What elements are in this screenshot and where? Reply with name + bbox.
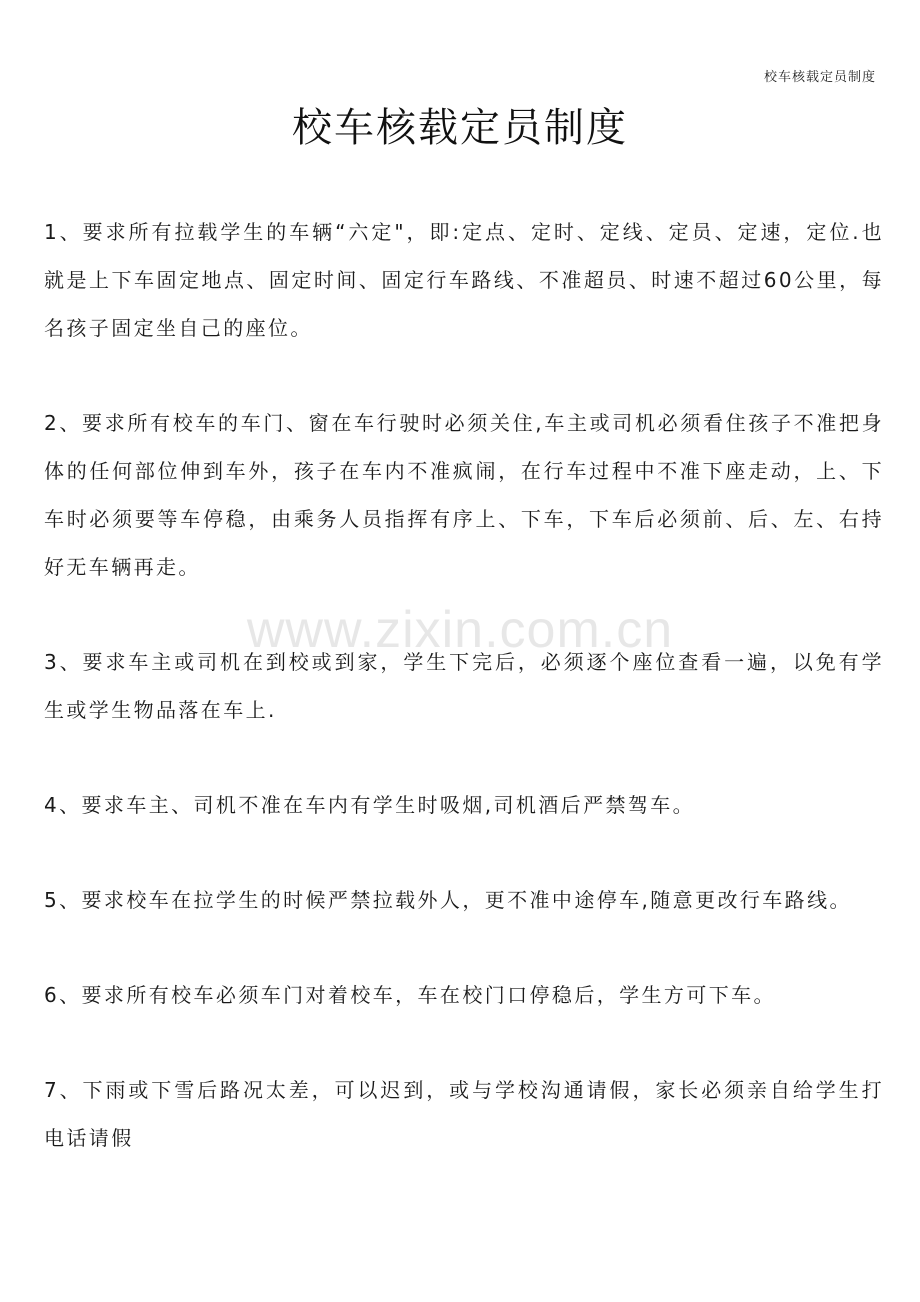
document-title: 校车核载定员制度	[292, 105, 628, 151]
rule-paragraph-2: 2、要求所有校车的车门、窗在车行驶时必须关住,车主或司机必须看住孩子不准把身体的任何部位伸到车外，孩子在车内不准疯闹，在行车过程中不准下座走动，上、下车时必须要等车停稳，由乘务人员指挥有序上、下车，下车后必须前、后、左、右持好无车辆再走。	[44, 411, 884, 579]
rule-paragraph-7: 7、下雨或下雪后路况太差，可以迟到，或与学校沟通请假，家长必须亲自给学生打电话请假	[44, 1078, 884, 1150]
rule-paragraph-6: 6、要求所有校车必须车门对着校车，车在校门口停稳后，学生方可下车。	[44, 983, 776, 1007]
rule-paragraph-5: 5、要求校车在拉学生的时候严禁拉载外人，更不准中途停车,随意更改行车路线。	[44, 888, 852, 912]
document-body	[44, 208, 884, 1209]
watermark: www.zixin.com.cn	[246, 601, 674, 659]
rule-paragraph-1: 1、要求所有拉载学生的车辆“六定"，即:定点、定时、定线、定员、定速，定位.也就是上下车固定地点、固定时间、固定行车路线、不准超员、时速不超过60公里，每名孩子固定坐自己的座位。	[44, 220, 884, 340]
rule-paragraph-4: 4、要求车主、司机不准在车内有学生时吸烟,司机酒后严禁驾车。	[44, 793, 696, 817]
running-header: 校车核载定员制度	[763, 70, 876, 85]
rule-paragraph-3: 3、要求车主或司机在到校或到家，学生下完后，必须逐个座位查看一遍，以免有学生或学生物品落在车上.	[44, 650, 884, 722]
